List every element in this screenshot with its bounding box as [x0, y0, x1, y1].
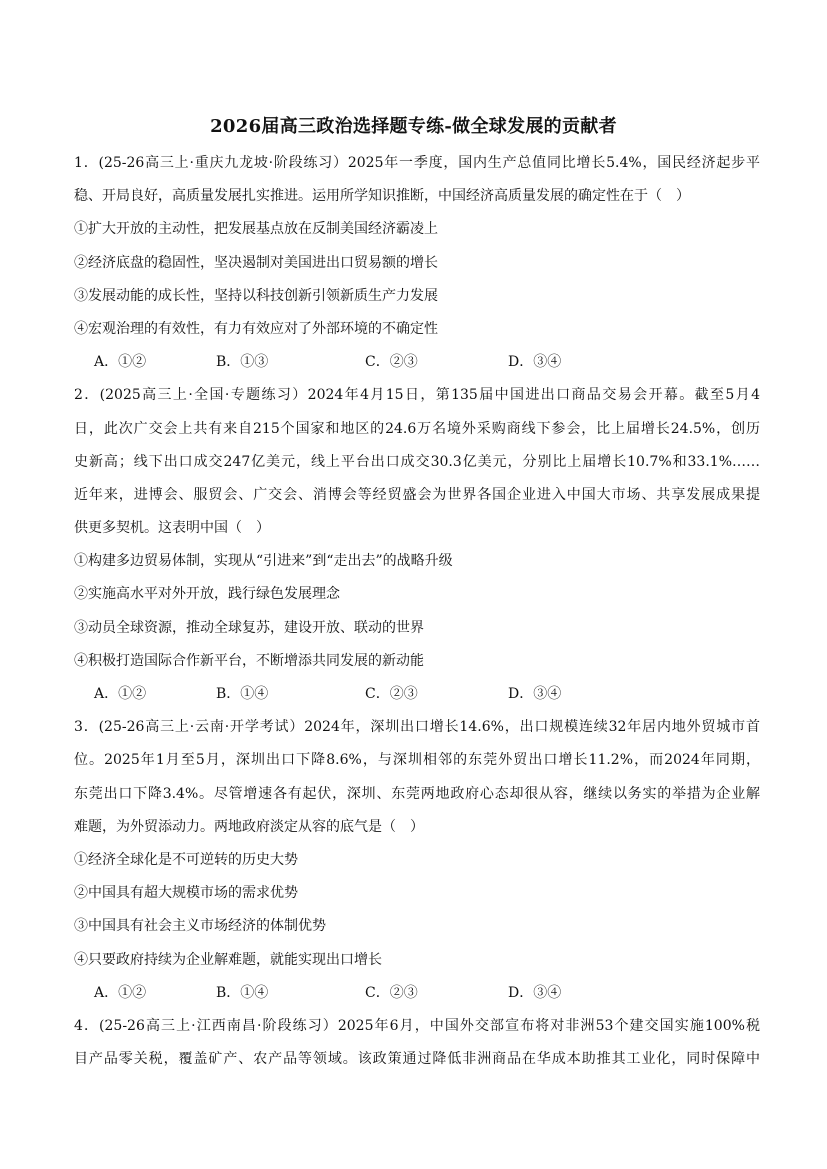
option-d[interactable]: D．③④ [508, 984, 562, 1001]
statement: ①经济全球化是不可逆转的历史大势 [74, 851, 298, 868]
statement: ②实施高水平对外开放，践行绿色发展理念 [74, 586, 340, 603]
option-b[interactable]: B．①③ [216, 354, 269, 371]
question-stem-line: 东莞出口下降3.4%。尽管增速各有起伏，深圳、东莞两地政府心态却很从容，继续以务实的举措为企业解 [74, 785, 760, 802]
option-a[interactable]: A．①② [94, 984, 147, 1001]
document-title: 2026届高三政治选择题专练-做全球发展的贡献者 [210, 116, 617, 137]
question-stem-line: 1．(25-26高三上·重庆九龙坡·阶段练习）2025年一季度，国内生产总值同比增长5.4%，国民经济起步平 [74, 155, 760, 171]
question-stem-line: 供更多契机。这表明中国（ ） [74, 520, 270, 537]
option-a[interactable]: A．①② [94, 354, 147, 371]
question-stem-line: 目产品零关税，覆盖矿产、农产品等领域。该政策通过降低非洲商品在华成本助推其工业化，同时保障中 [74, 1051, 760, 1068]
statement: ③动员全球资源，推动全球复苏，建设开放、联动的世界 [74, 619, 424, 636]
option-c[interactable]: C．②③ [365, 686, 418, 702]
option-c[interactable]: C．②③ [365, 984, 418, 1001]
answer-options [74, 346, 760, 379]
statement: ④只要政府持续为企业解难题，就能实现出口增长 [74, 951, 382, 968]
statement: ②经济底盘的稳固性，坚决遏制对美国进出口贸易额的增长 [74, 254, 438, 271]
question-stem-line: 3．(25-26高三上·云南·开学考试）2024年，深圳出口增长14.6%，出口规模连续32年居内地外贸城市首 [74, 719, 760, 736]
statement: ③发展动能的成长性，坚持以科技创新引领新质生产力发展 [74, 287, 438, 304]
question-stem-line: 稳、开局良好，高质量发展扎实推进。运用所学知识推断，中国经济高质量发展的确定性在于（ ） [74, 188, 690, 205]
question-list [74, 147, 760, 1076]
option-b[interactable]: B．①④ [216, 984, 269, 1001]
answer-options [74, 678, 760, 711]
statement: ②中国具有超大规模市场的需求优势 [74, 885, 298, 902]
question-4 [74, 1010, 760, 1076]
option-a[interactable]: A．①② [94, 686, 147, 702]
question-stem-line: 日，此次广交会上共有来自215个国家和地区的24.6万名境外采购商线下参会，比上届增长24.5%，创历 [74, 420, 760, 437]
statement: ④宏观治理的有效性，有力有效应对了外部环境的不确定性 [74, 320, 438, 337]
question-stem-line: 难题，为外贸添动力。两地政府淡定从容的底气是（ ） [74, 818, 424, 835]
question-stem-line: 近年来，进博会、服贸会、广交会、消博会等经贸盛会为世界各国企业进入中国大市场、共享发展成果提 [74, 486, 760, 503]
option-d[interactable]: D．③④ [508, 686, 562, 702]
statement: ④积极打造国际合作新平台，不断增添共同发展的新动能 [74, 652, 424, 669]
option-d[interactable]: D．③④ [508, 354, 562, 371]
statement: ③中国具有社会主义市场经济的体制优势 [74, 918, 326, 935]
statement: ①扩大开放的主动性，把发展基点放在反制美国经济霸凌上 [74, 221, 438, 238]
option-b[interactable]: B．①④ [216, 686, 269, 702]
statement: ①构建多边贸易体制，实现从“引进来”到“走出去”的战略升级 [74, 553, 453, 570]
question-stem-line: 史新高；线下出口成交247亿美元，线上平台出口成交30.3亿美元，分别比上届增长10.7%和33.1%…… [74, 453, 760, 470]
option-c[interactable]: C．②③ [365, 354, 418, 371]
question-stem-line: 2．(2025高三上·全国·专题练习）2024年4月15日，第135届中国进出口商品交易会开幕。截至5月4 [74, 387, 760, 404]
question-3 [74, 711, 760, 1010]
question-stem-line: 4．(25-26高三上·江西南昌·阶段练习）2025年6月，中国外交部宣布将对非洲53个建交国实施100%税 [74, 1017, 760, 1034]
question-1 [74, 147, 760, 379]
answer-options [74, 977, 760, 1010]
question-2 [74, 379, 760, 711]
question-stem-line: 位。2025年1月至5月，深圳出口下降8.6%，与深圳相邻的东莞外贸出口增长11.2%，而2024年同期， [74, 752, 760, 769]
